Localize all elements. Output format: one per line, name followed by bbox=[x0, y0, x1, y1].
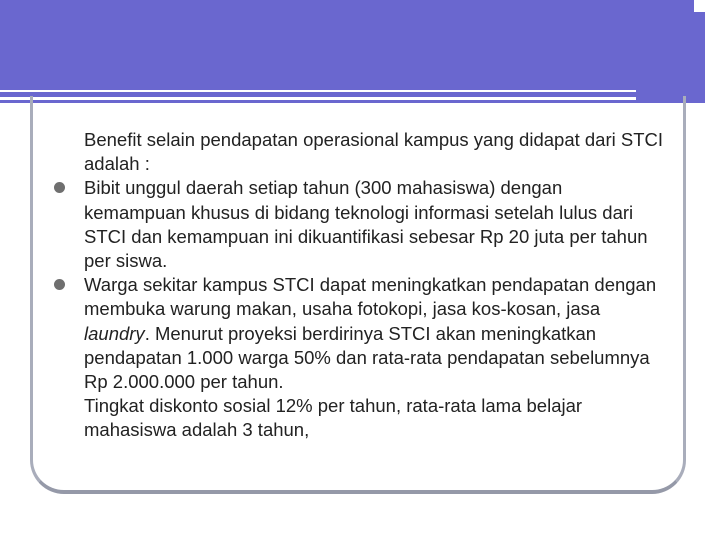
closing-text: Tingkat diskonto sosial 12% per tahun, rata-rata lama belajar mahasiswa adalah 3 tahun, bbox=[84, 395, 583, 441]
bullet-dot-icon bbox=[54, 279, 65, 290]
bullet-item-1 bbox=[54, 176, 664, 273]
intro-text: Benefit selain pendapatan operasional kampus yang didapat dari STCI adalah : bbox=[84, 129, 664, 175]
bullet-text-part-1: Warga sekitar kampus STCI dapat meningkatkan pendapatan dengan membuka warung makan, usaha fotokopi, jasa kos-kosan, jasa bbox=[84, 274, 657, 320]
title-bar-notch bbox=[694, 0, 720, 12]
slide-body bbox=[54, 128, 664, 443]
bullet-text-italic: laundry bbox=[84, 322, 145, 344]
bullet-dot-icon bbox=[54, 182, 65, 193]
bullet-text: Bibit unggul daerah setiap tahun (300 mahasiswa) dengan kemampuan khusus di bidang teknologi informasi setelah lulus dari STCI dan kemampuan ini dikuantifikasi sebesar Rp 20 juta per tahun per siswa. bbox=[84, 177, 648, 272]
bullet-item-2 bbox=[54, 273, 664, 394]
title-bar bbox=[0, 0, 705, 90]
bullet-text-part-2: . Menurut proyeksi berdirinya STCI akan meningkatkan pendapatan 1.000 warga 50% dan rata-rata pendapatan sebelumnya Rp 2.000.000 per tahun. bbox=[84, 322, 650, 393]
